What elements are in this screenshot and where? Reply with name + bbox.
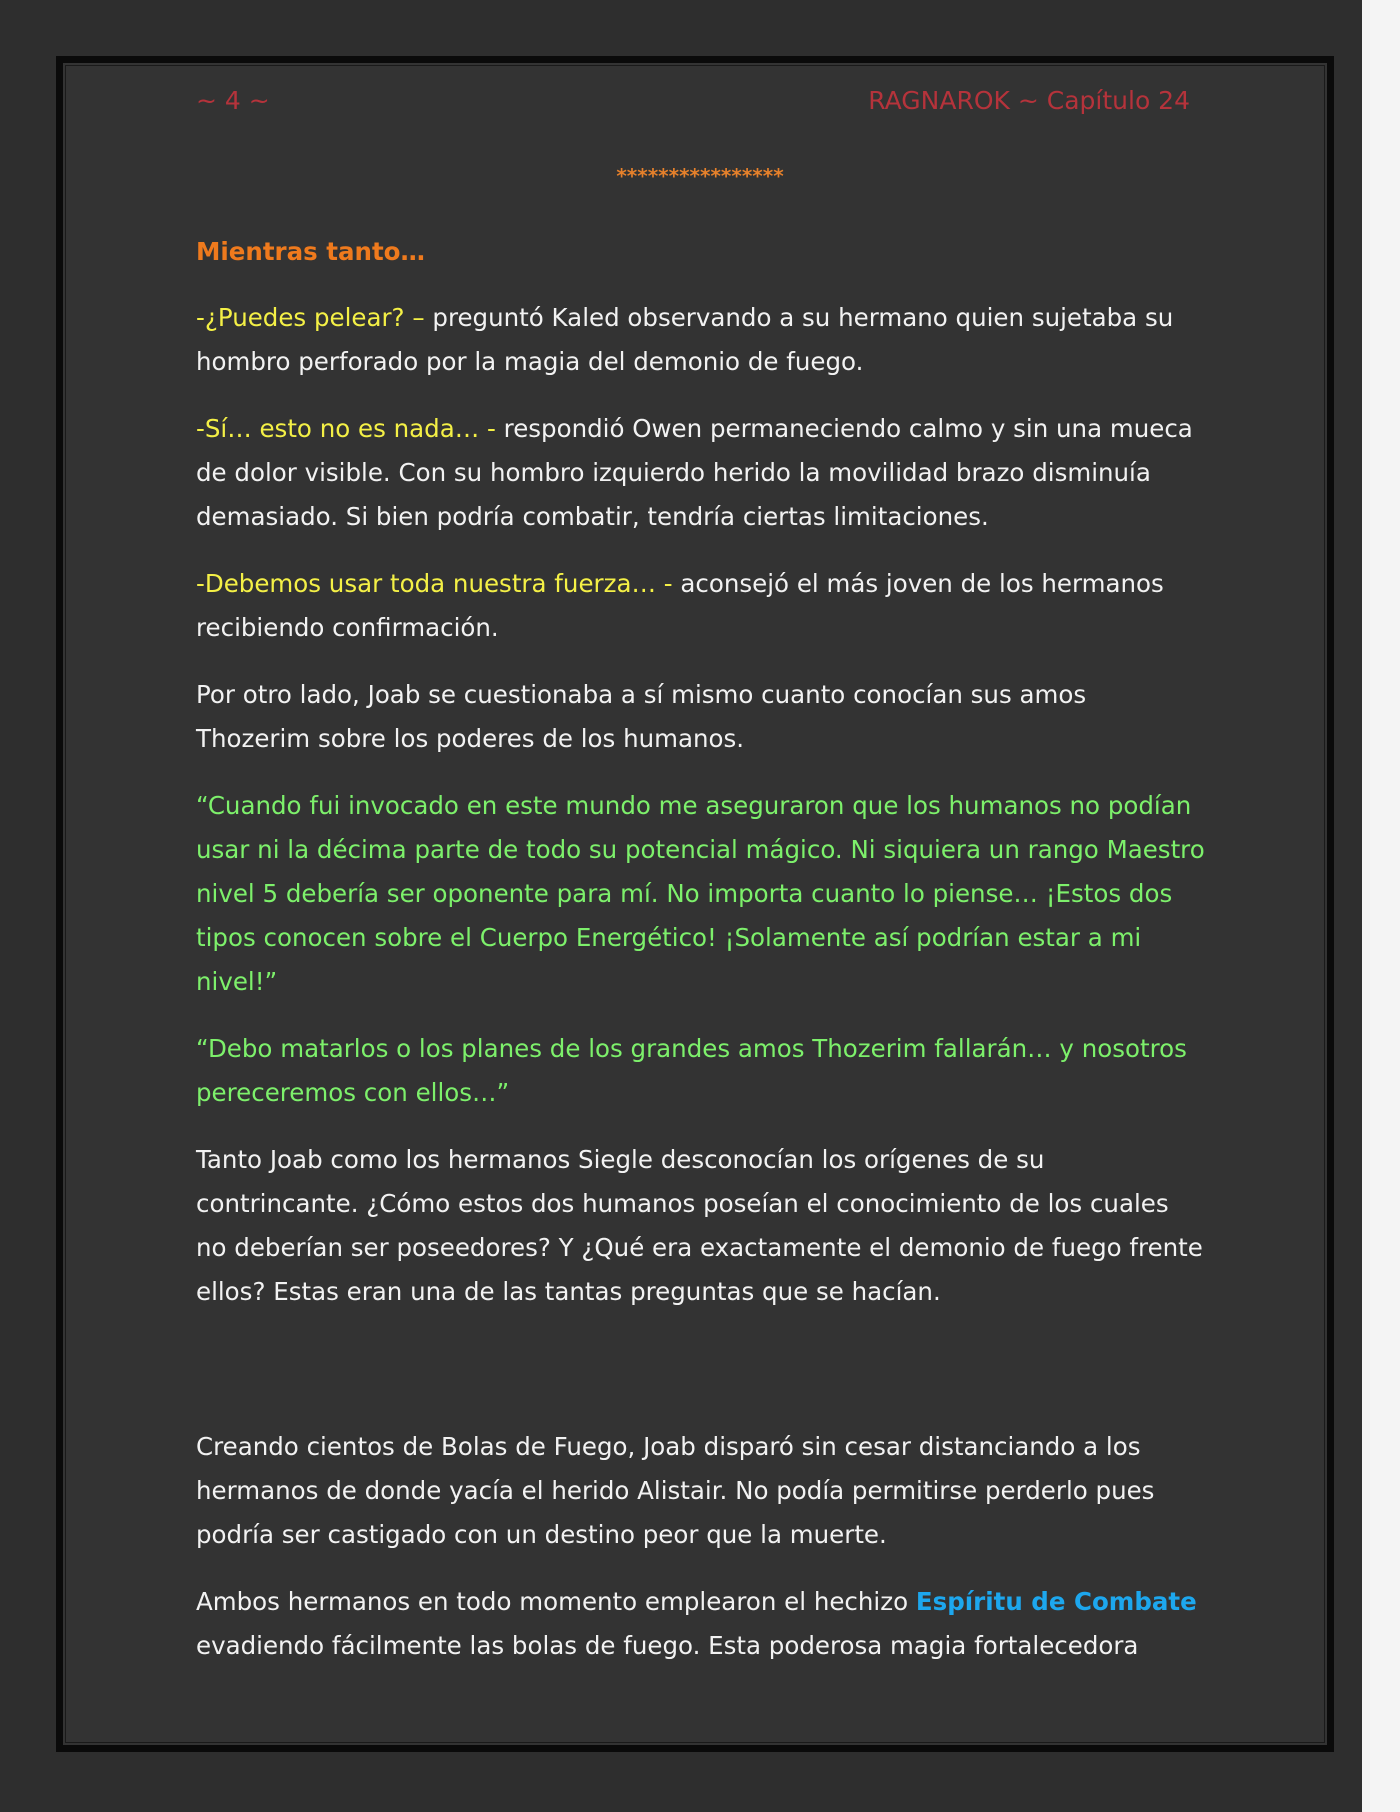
thought-paragraph: “Cuando fui invocado en este mundo me aseguraron que los humanos no podían usar ni la décima parte de todo su potencial mágico. Ni siquiera un rango Maestro nivel 5 debería ser oponente para mí. No importa cuanto lo piense… ¡Estos dos tipos conocen sobre el Cuerpo Energético! ¡Solamente así podrían estar a mi nivel!” <box>196 791 1205 996</box>
scene-separator: **************** <box>616 164 784 188</box>
page-header <box>196 86 1190 122</box>
paragraph <box>196 562 1206 650</box>
thought-paragraph: “Debo matarlos o los planes de los grandes amos Thozerim fallarán… y nosotros pereceremos con ellos…” <box>196 1034 1187 1107</box>
paragraph: Por otro lado, Joab se cuestionaba a sí mismo cuanto conocían sus amos Thozerim sobre los poderes de los humanos. <box>196 680 1087 753</box>
narration-text: evadiendo fácilmente las bolas de fuego. Esta poderosa magia fortalecedora <box>196 1631 1139 1660</box>
dialogue-text: -Sí… esto no es nada… - <box>196 414 496 443</box>
page-edge <box>1362 0 1400 1812</box>
paragraph: Creando cientos de Bolas de Fuego, Joab disparó sin cesar distanciando a los hermanos de donde yacía el herido Alistair. No podía permitirse perderlo pues podría ser castigado con un destino peor que la muerte. <box>196 1432 1155 1549</box>
narration-text: respondió Owen permaneciendo calmo y sin una mueca de dolor visible. Con su hombro izquierdo herido la movilidad brazo disminuía demasiado. Si bien podría combatir, tendría ciertas limitaciones. <box>196 414 1193 531</box>
narration-text: preguntó Kaled observando a su hermano quien sujetaba su hombro perforado por la magia del demonio de fuego. <box>196 303 1174 376</box>
narration-text: Ambos hermanos en todo momento emplearon el hechizo <box>196 1587 916 1616</box>
narration-text: aconsejó el más joven de los hermanos recibiendo confirmación. <box>196 569 1164 642</box>
chapter-title: RAGNAROK ~ Capítulo 24 <box>868 86 1190 115</box>
spell-name: Espíritu de Combate <box>915 1587 1197 1616</box>
dialogue-text: -¿Puedes pelear? – <box>196 303 425 332</box>
section-gap <box>196 1337 1206 1425</box>
paragraph: Tanto Joab como los hermanos Siegle desconocían los orígenes de su contrincante. ¿Cómo estos dos humanos poseían el conocimiento de los cuales no deberían ser poseedores? Y ¿Qué era exactamente el demonio de fuego frente ellos? Estas eran una de las tantas preguntas que se hacían. <box>196 1145 1203 1306</box>
dialogue-text: -Debemos usar toda nuestra fuerza… - <box>196 569 673 598</box>
paragraph <box>196 407 1206 539</box>
paragraph <box>196 296 1206 384</box>
chapter-body <box>196 230 1206 1691</box>
scene-title: Mientras tanto… <box>196 237 426 266</box>
paragraph <box>196 1580 1206 1668</box>
page-number: ~ 4 ~ <box>196 86 270 115</box>
